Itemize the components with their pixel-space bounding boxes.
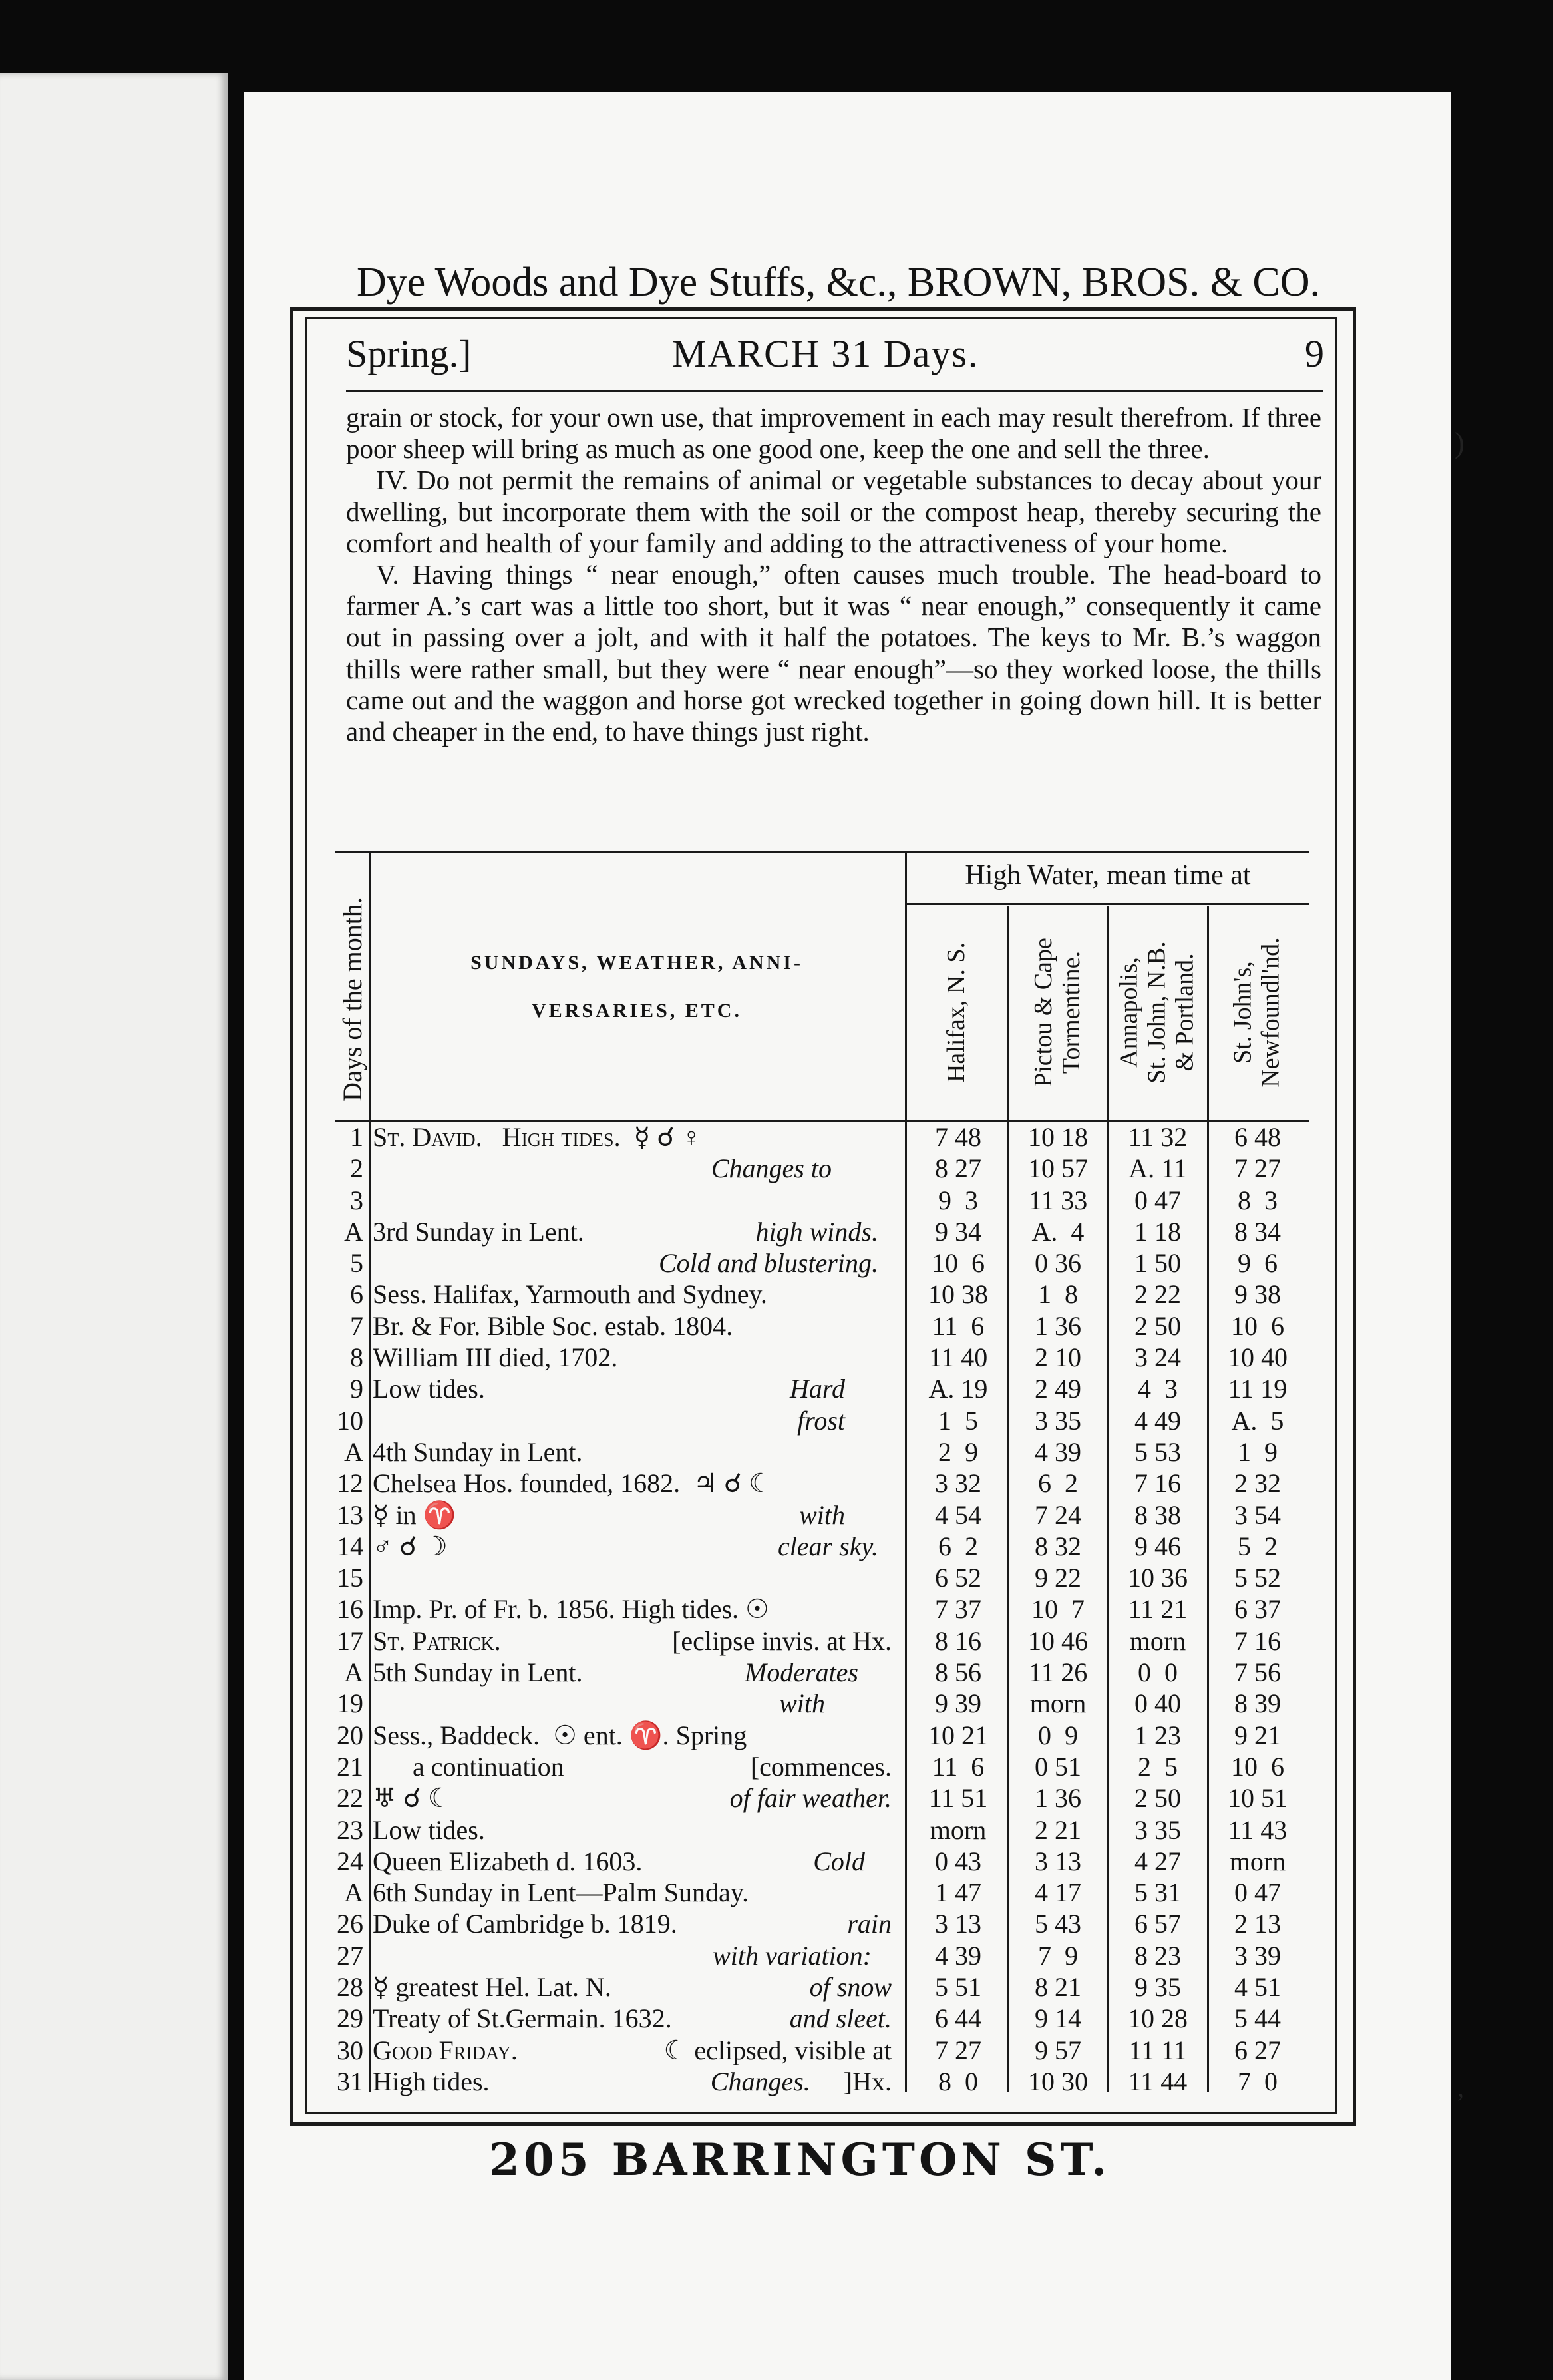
high-water-cell: 9 22 [1035,1563,1081,1593]
high-water-cell: 6 52 [935,1563,981,1593]
event-text: Treaty of St.Germain. 1632. [373,2003,672,2034]
event-text: St. Patrick. [373,1625,501,1656]
table-row [335,1373,1309,1404]
high-water-cell: 7 27 [935,2035,981,2065]
high-water-cell: 6 48 [1234,1122,1281,1152]
event-cell [373,1688,892,1719]
table-row [335,1625,1309,1657]
event-cell [373,1751,892,1782]
high-water-cell: 2 50 [1134,1783,1181,1814]
day-cell: 23 [337,1814,363,1845]
high-water-cell: 1 23 [1134,1720,1181,1750]
table-row [335,1436,1309,1468]
high-water-cell: 4 51 [1234,1972,1281,2003]
day-cell: 24 [337,1846,363,1876]
weather-note: Changes. [710,2066,844,2096]
day-cell: A [344,1878,363,1908]
event-note: ☾ eclipsed, visible at [663,2035,892,2065]
table-row [335,2066,1309,2097]
high-water-cell: A. 19 [928,1374,988,1404]
events-header-line: VERSARIES, ETC. [532,1000,742,1022]
body-text [346,402,1321,747]
high-water-cell: A. 5 [1231,1405,1284,1436]
paragraph: V. Having things “ near enough,” often causes much trouble. The head-board to farmer A.’s cart was a little too short, but it was “ near enough,” consequently it came out in passing over a jolt, and with it half the potatoes. The keys to Mr. B.’s waggon thills were rather small, but they were “ near enough”—so they worked loose, the thills came out and the waggon and horse got wrecked together in going down hill. It is better and cheaper in the end, to have things just right. [346,559,1321,747]
high-water-cell: morn [930,1814,987,1845]
weather-note: Cold [813,1846,892,1876]
high-water-cell: 10 46 [1028,1625,1088,1656]
event-cell [373,1908,892,1939]
high-water-cell: 11 19 [1228,1374,1288,1404]
high-water-cell: 10 30 [1028,2066,1088,2096]
high-water-cell: 8 34 [1234,1216,1281,1247]
margin-mark: ’ [1456,2088,1465,2118]
event-cell [373,1657,892,1688]
table-row [335,1185,1309,1216]
high-water-cell: 6 37 [1234,1594,1281,1625]
events-header-line: SUNDAYS, WEATHER, ANNI- [470,952,803,974]
high-water-cell: 9 6 [1238,1248,1278,1279]
table-row [335,1751,1309,1782]
table-row [335,1782,1309,1814]
event-cell [373,1499,892,1531]
advert-header: Dye Woods and Dye Stuffs, &c., BROWN, BROS. & CO. [356,260,1320,305]
event-note: ]Hx. [843,2066,892,2096]
high-water-cell: 3 39 [1234,1940,1281,1971]
high-water-cell: 10 36 [1128,1563,1188,1593]
high-water-cell: 8 32 [1035,1531,1081,1561]
day-cell: 10 [337,1405,363,1436]
high-water-cell: 1 47 [935,1878,981,1908]
day-cell: 5 [350,1248,363,1279]
day-cell: A [344,1657,363,1688]
event-text: ♅ ☌ ☾ [373,1783,452,1814]
weather-note: high winds. [755,1216,892,1247]
weather-note: with [779,1688,892,1719]
table-row [335,1940,1309,1971]
event-text: Low tides. [373,1814,485,1845]
event-cell [373,1468,892,1499]
day-cell: 26 [337,1909,363,1939]
high-water-cell: 6 2 [938,1531,978,1561]
weather-note: of snow [809,1972,892,2003]
event-text: St. David. High tides. ☿ ☌ ♀ [373,1122,701,1152]
event-text: Low tides. [373,1374,485,1404]
event-cell [373,1342,892,1373]
port-header [1007,906,1107,1119]
high-water-cell: 6 44 [935,2003,981,2034]
event-cell [373,1782,892,1814]
high-water-cell: 4 3 [1138,1374,1178,1404]
high-water-cell: 8 21 [1035,1972,1081,2003]
event-cell [373,1405,892,1436]
high-water-cell: 1 50 [1134,1248,1181,1279]
event-cell [373,1814,892,1846]
high-water-cell: 5 52 [1234,1563,1281,1593]
high-water-cell: 9 39 [935,1688,981,1719]
day-cell: 29 [337,2003,363,2034]
high-water-cell: 9 46 [1134,1531,1181,1561]
weather-note: with [799,1499,892,1530]
event-cell [373,1279,892,1310]
event-cell [373,2066,892,2097]
high-water-cell: 3 13 [935,1909,981,1939]
high-water-cell: 3 35 [1134,1814,1181,1845]
high-water-cell: 8 23 [1134,1940,1181,1971]
high-water-cell: 10 6 [1231,1310,1284,1341]
high-water-cell: 2 5 [1138,1751,1178,1782]
day-cell: 7 [350,1310,363,1341]
high-water-cell: morn [1129,1625,1186,1656]
event-text: 3rd Sunday in Lent. [373,1216,584,1247]
weather-note: rain [847,1909,892,1939]
high-water-cell: 0 9 [1038,1720,1078,1750]
almanac-table [335,851,1309,2096]
day-cell: 6 [350,1279,363,1310]
high-water-cell: 3 54 [1234,1499,1281,1530]
high-water-cell: 10 6 [932,1248,985,1279]
day-cell: 9 [350,1374,363,1404]
high-water-cell: 11 11 [1128,2035,1187,2065]
port-header-label: Halifax, N. S. [942,942,970,1083]
event-note: [commences. [750,1751,892,1782]
high-water-cell: 8 56 [935,1657,981,1688]
weather-note: of fair weather. [729,1783,892,1814]
high-water-cell: 7 16 [1134,1468,1181,1499]
high-water-cell: 6 27 [1234,2035,1281,2065]
table-row [335,1121,1309,1153]
high-water-cell: 8 39 [1234,1688,1281,1719]
high-water-cell: 10 38 [928,1279,988,1310]
high-water-cell: 1 5 [938,1405,978,1436]
event-cell [373,1247,892,1279]
table-row [335,1720,1309,1751]
high-water-cell: A. 11 [1128,1153,1187,1184]
high-water-cell: 2 32 [1234,1468,1281,1499]
day-cell: 27 [337,1940,363,1971]
table-row [335,1846,1309,1877]
event-cell [373,1720,892,1751]
footer-address: 205 BARRINGTON ST. [488,2134,1111,2186]
table-row [335,1405,1309,1436]
day-cell: 30 [337,2035,363,2065]
page-head [346,326,1324,379]
event-cell [373,1121,892,1153]
high-water-cell: 10 18 [1028,1122,1088,1152]
days-header [335,879,369,1119]
event-text: ♂ ☌ ☽ [373,1531,448,1561]
high-water-cell: 11 33 [1028,1185,1088,1215]
head-rule [346,390,1323,392]
table-row [335,1877,1309,1908]
high-water-cell: 7 37 [935,1594,981,1625]
high-water-cell: 1 18 [1134,1216,1181,1247]
high-water-cell: 2 9 [938,1436,978,1467]
high-water-cell: 0 47 [1134,1185,1181,1215]
high-water-cell: 7 56 [1234,1657,1281,1688]
table-row [335,1908,1309,1939]
high-water-cell: 10 40 [1228,1342,1288,1373]
table-row [335,1499,1309,1531]
high-water-cell: 7 0 [1238,2066,1278,2096]
previous-page-edge [0,73,228,2380]
event-cell [373,1153,892,1184]
high-water-cell: morn [1229,1846,1286,1876]
high-water-cell: 7 48 [935,1122,981,1152]
table-row [335,1342,1309,1373]
weather-note: clear sky. [777,1531,892,1561]
high-water-cell: 3 13 [1035,1846,1081,1876]
day-cell: 17 [337,1625,363,1656]
table-row [335,1531,1309,1562]
high-water-cell: 4 54 [935,1499,981,1530]
high-water-cell: 11 44 [1128,2066,1188,2096]
high-water-cell: 4 49 [1134,1405,1181,1436]
high-water-cell: 3 35 [1035,1405,1081,1436]
high-water-cell: A. 4 [1031,1216,1085,1247]
high-water-cell: 11 26 [1028,1657,1088,1688]
day-cell: 2 [350,1153,363,1184]
high-water-cell: 1 8 [1038,1279,1078,1310]
day-cell: 28 [337,1972,363,2003]
event-text: ☿ in ♈ [373,1499,456,1530]
port-header-label: Annapolis, St. John, N.B. & Portland. [1115,941,1199,1084]
port-header [1107,906,1207,1119]
day-cell: 15 [337,1563,363,1593]
high-water-cell: 7 27 [1234,1153,1281,1184]
event-text: ☿ greatest Hel. Lat. N. [373,1972,611,2003]
high-water-cell: 2 50 [1134,1310,1181,1341]
high-water-cell: 9 3 [938,1185,978,1215]
month-title: MARCH 31 Days. [672,332,979,375]
high-water-cell: 3 24 [1134,1342,1181,1373]
high-water-cell: 7 9 [1038,1940,1078,1971]
event-text: Br. & For. Bible Soc. estab. 1804. [373,1310,733,1341]
day-cell: A [344,1216,363,1247]
port-header-label: St. John's, Newfoundl'nd. [1229,937,1285,1088]
high-water-cell: 2 13 [1234,1909,1281,1939]
event-cell [373,1531,892,1562]
event-cell [373,1940,892,1971]
day-cell: 3 [350,1185,363,1215]
high-water-cell: 3 32 [935,1468,981,1499]
high-water-cell: 5 31 [1134,1878,1181,1908]
high-water-cell: 8 38 [1134,1499,1181,1530]
events-header [369,939,905,1035]
event-text: Queen Elizabeth d. 1603. [373,1846,643,1876]
day-cell: 12 [337,1468,363,1499]
table-row [335,1310,1309,1342]
margin-mark: ) [1455,427,1465,459]
high-water-cell: 4 39 [1035,1436,1081,1467]
high-water-cell: 11 43 [1228,1814,1288,1845]
weather-note: and sleet. [789,2003,892,2034]
table-row [335,1216,1309,1247]
high-water-cell: 2 10 [1035,1342,1081,1373]
high-water-cell: 6 57 [1134,1909,1181,1939]
high-water-cell: 9 14 [1035,2003,1081,2034]
table-row [335,1814,1309,1846]
high-water-cell: 9 35 [1134,1972,1181,2003]
weather-note: Moderates [744,1657,892,1688]
high-water-cell: 2 22 [1134,1279,1181,1310]
day-cell: 1 [350,1122,363,1152]
high-water-cell: 11 32 [1128,1122,1188,1152]
high-water-header: High Water, mean time at [965,860,1251,891]
high-water-cell: 0 47 [1234,1878,1281,1908]
high-water-cell: morn [1029,1688,1087,1719]
high-water-cell: 0 43 [935,1846,981,1876]
high-water-cell: 5 44 [1234,2003,1281,2034]
high-water-cell: 2 49 [1035,1374,1081,1404]
port-header [906,906,1006,1119]
high-water-cell: 0 0 [1138,1657,1178,1688]
event-cell [373,2003,892,2034]
high-water-cell: 10 28 [1128,2003,1188,2034]
high-water-cell: 11 6 [932,1751,985,1782]
day-cell: 16 [337,1594,363,1625]
event-text: Sess. Halifax, Yarmouth and Sydney. [373,1279,767,1310]
high-water-cell: 11 51 [928,1783,988,1814]
event-cell [373,1310,892,1342]
day-cell: 22 [337,1783,363,1814]
event-text: 6th Sunday in Lent—Palm Sunday. [373,1878,749,1908]
high-water-cell: 7 24 [1035,1499,1081,1530]
high-water-cell: 4 17 [1035,1878,1081,1908]
table-row [335,1468,1309,1499]
high-water-cell: 5 51 [935,1972,981,2003]
high-water-cell: 10 6 [1231,1751,1284,1782]
high-water-cell: 7 16 [1234,1625,1281,1656]
high-water-cell: 6 2 [1038,1468,1078,1499]
high-water-cell: 5 53 [1134,1436,1181,1467]
table-row [335,1593,1309,1625]
event-note: [eclipse invis. at Hx. [672,1625,892,1656]
event-text: Chelsea Hos. founded, 1682. ♃ ☌ ☾ [373,1468,773,1499]
day-cell: 19 [337,1688,363,1719]
high-water-cell: 0 51 [1035,1751,1081,1782]
event-cell [373,1216,892,1247]
high-water-cell: 10 51 [1228,1783,1288,1814]
table-row [335,1279,1309,1310]
high-water-cell: 4 39 [935,1940,981,1971]
day-cell: 20 [337,1720,363,1750]
day-cell: 14 [337,1531,363,1561]
table-row [335,2003,1309,2034]
event-cell [373,1971,892,2003]
day-cell: 8 [350,1342,363,1373]
event-text: 4th Sunday in Lent. [373,1436,583,1467]
paragraph: grain or stock, for your own use, that improvement in each may result therefrom. If three poor sheep will bring as much as one good one, keep the one and sell the three. [346,402,1321,465]
table-row [335,1562,1309,1593]
weather-note: Hard [790,1374,892,1404]
high-water-cell: 9 57 [1035,2035,1081,2065]
header-rule [905,903,1309,905]
day-cell: 21 [337,1751,363,1782]
event-text: Good Friday. [373,2035,518,2065]
high-water-cell: 0 40 [1134,1688,1181,1719]
table-row [335,1657,1309,1688]
high-water-cell: 9 21 [1234,1720,1281,1750]
port-header-label: Pictou & Cape Tormentine. [1029,938,1086,1087]
high-water-cell: 5 43 [1035,1909,1081,1939]
high-water-cell: 11 21 [1128,1594,1188,1625]
table-row [335,1153,1309,1184]
day-cell: 31 [337,2066,363,2096]
high-water-cell: 1 36 [1035,1783,1081,1814]
high-water-cell: 1 36 [1035,1310,1081,1341]
day-cell: A [344,1436,363,1467]
high-water-cell: 8 16 [935,1625,981,1656]
high-water-cell: 10 57 [1028,1153,1088,1184]
port-header [1207,906,1307,1119]
days-header-label: Days of the month. [337,896,367,1101]
table-row [335,1247,1309,1279]
high-water-cell: 10 7 [1031,1594,1085,1625]
high-water-cell: 10 21 [928,1720,988,1750]
page-number: 9 [1305,332,1324,375]
high-water-cell: 4 27 [1134,1846,1181,1876]
weather-note: Changes to [711,1153,892,1184]
event-text: Imp. Pr. of Fr. b. 1856. High tides. ☉ [373,1594,769,1625]
event-text: Sess., Baddeck. ☉ ent. ♈. Spring [373,1720,747,1750]
weather-note: with variation: [713,1940,892,1971]
paragraph: IV. Do not permit the remains of animal or vegetable substances to decay about your dwelling, but incorporate them with the soil or the compost heap, thereby securing the comfort and health of your family and adding to the attractiveness of your home. [346,465,1321,558]
event-cell [373,2035,892,2066]
event-text: a continuation [373,1751,564,1782]
high-water-cell: 8 3 [1238,1185,1278,1215]
high-water-cell: 8 0 [938,2066,978,2096]
event-text: 5th Sunday in Lent. [373,1657,583,1688]
high-water-cell: 11 40 [928,1342,988,1373]
high-water-cell: 9 38 [1234,1279,1281,1310]
table-row [335,1688,1309,1719]
season-label: Spring.] [346,332,472,375]
event-cell [373,1625,892,1657]
table-rows [335,1121,1309,2097]
day-cell: 13 [337,1499,363,1530]
event-cell [373,1593,892,1625]
weather-note: Cold and blustering. [658,1248,892,1279]
weather-note: frost [797,1405,892,1436]
high-water-cell: 8 27 [935,1153,981,1184]
high-water-cell: 11 6 [932,1310,985,1341]
event-cell [373,1373,892,1404]
event-cell [373,1436,892,1468]
table-row [335,1971,1309,2003]
high-water-cell: 9 34 [935,1216,981,1247]
event-text: William III died, 1702. [373,1342,618,1373]
event-text: Duke of Cambridge b. 1819. [373,1909,677,1939]
high-water-cell: 1 9 [1238,1436,1278,1467]
table-row [335,2035,1309,2066]
high-water-cell: 2 21 [1035,1814,1081,1845]
high-water-cell: 5 2 [1238,1531,1278,1561]
event-text: High tides. [373,2066,490,2096]
event-cell [373,1846,892,1877]
high-water-cell: 0 36 [1035,1248,1081,1279]
event-cell [373,1877,892,1908]
